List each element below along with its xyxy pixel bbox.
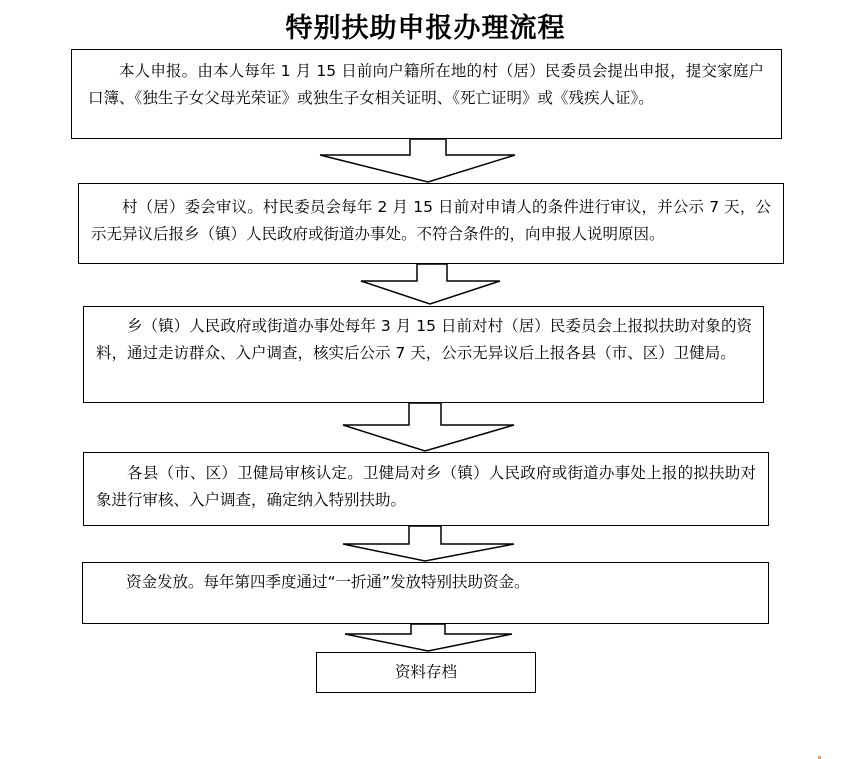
step-3-text: 乡（镇）人民政府或街道办事处每年 3 月 15 日前对村（居）民委员会上报拟扶助对象的资料，通过走访群众、入户调查，核实后公示 7 天，公示无异议后上报各县（市、区）卫健局。 bbox=[96, 317, 752, 362]
step-2-text: 村（居）委会审议。村民委员会每年 2 月 15 日前对申请人的条件进行审议，并公示 7 天，公示无异议后报乡（镇）人民政府或街道办事处。不符合条件的，向申报人说明原因。 bbox=[91, 198, 771, 243]
step-2-box bbox=[78, 183, 784, 264]
arrow-5 bbox=[345, 624, 512, 651]
step-3-box bbox=[83, 306, 764, 403]
step-5-box bbox=[82, 562, 769, 624]
final-step-text: 资料存档 bbox=[394, 663, 457, 681]
step-4-box bbox=[83, 452, 769, 526]
step-1-text: 本人申报。由本人每年 1 月 15 日前向户籍所在地的村（居）民委员会提出申报，提交家庭户口簿、《独生子女父母光荣证》或独生子女相关证明、《死亡证明》或《残疾人证》。 bbox=[88, 62, 764, 107]
final-step-box bbox=[316, 652, 536, 693]
arrow-3 bbox=[343, 403, 514, 451]
step-5-text: 资金发放。每年第四季度通过“一折通”发放特别扶助资金。 bbox=[126, 573, 530, 591]
arrow-1 bbox=[320, 139, 515, 182]
arrow-4 bbox=[343, 526, 514, 561]
arrow-2 bbox=[361, 264, 500, 304]
page-title: 特别扶助申报办理流程 bbox=[285, 13, 566, 44]
step-4-text: 各县（市、区）卫健局审核认定。卫健局对乡（镇）人民政府或街道办事处上报的拟扶助对象进行审核、入户调查，确定纳入特别扶助。 bbox=[96, 464, 756, 509]
step-1-box bbox=[71, 49, 782, 139]
